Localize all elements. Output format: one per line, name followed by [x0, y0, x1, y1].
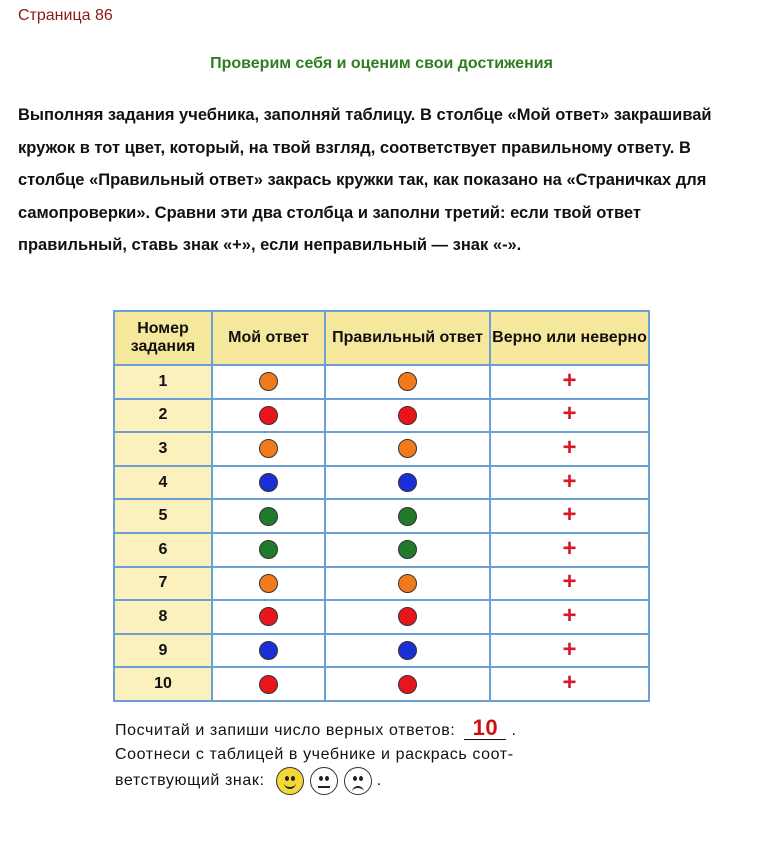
correct-answer-circle[interactable]	[398, 439, 417, 458]
result-cell	[490, 667, 649, 701]
my-answer-circle[interactable]	[259, 439, 278, 458]
task-number: 2	[114, 399, 212, 433]
task-number: 1	[114, 365, 212, 399]
correct-answer-circle[interactable]	[398, 675, 417, 694]
correct-answer-cell	[325, 667, 490, 701]
correct-answer-cell	[325, 466, 490, 500]
header-my-answer: Мой ответ	[212, 311, 325, 365]
header-correct-answer: Правильный ответ	[325, 311, 490, 365]
my-answer-cell	[212, 499, 325, 533]
result-cell	[490, 499, 649, 533]
table-row	[114, 533, 649, 567]
my-answer-cell	[212, 567, 325, 601]
task-number: 5	[114, 499, 212, 533]
my-answer-cell	[212, 533, 325, 567]
result-mark: +	[562, 669, 577, 697]
my-answer-circle[interactable]	[259, 540, 278, 559]
table-row	[114, 466, 649, 500]
my-answer-cell	[212, 466, 325, 500]
header-task-number: Номер задания	[114, 311, 212, 365]
table-row	[114, 600, 649, 634]
my-answer-circle[interactable]	[259, 473, 278, 492]
correct-answer-circle[interactable]	[398, 507, 417, 526]
result-mark: +	[562, 568, 577, 596]
happy-face-icon[interactable]	[276, 767, 304, 795]
my-answer-circle[interactable]	[259, 675, 278, 694]
result-cell	[490, 399, 649, 433]
result-cell	[490, 432, 649, 466]
result-mark: +	[562, 635, 577, 663]
my-answer-circle[interactable]	[259, 507, 278, 526]
my-answer-cell	[212, 365, 325, 399]
correct-answer-cell	[325, 567, 490, 601]
my-answer-circle[interactable]	[259, 607, 278, 626]
table-row	[114, 399, 649, 433]
result-cell	[490, 533, 649, 567]
table-body	[114, 365, 649, 701]
result-mark: +	[562, 400, 577, 428]
result-cell	[490, 466, 649, 500]
count-prompt: Посчитай и запиши число верных ответов:	[115, 722, 456, 739]
page-label: Страница 86	[18, 7, 113, 24]
correct-answer-cell	[325, 365, 490, 399]
result-mark: +	[562, 433, 577, 461]
result-cell	[490, 365, 649, 399]
correct-answer-circle[interactable]	[398, 372, 417, 391]
header-right-or-wrong: Верно или неверно	[490, 311, 649, 365]
result-cell	[490, 634, 649, 668]
correct-answer-cell	[325, 499, 490, 533]
faces-prompt: ветствующий знак:	[115, 772, 265, 790]
table-row	[114, 567, 649, 601]
correct-count-answer[interactable]: 10	[464, 717, 506, 740]
my-answer-cell	[212, 600, 325, 634]
table-row	[114, 667, 649, 701]
correct-answer-circle[interactable]	[398, 641, 417, 660]
table-header-row	[114, 311, 649, 365]
table-row	[114, 499, 649, 533]
result-mark: +	[562, 601, 577, 629]
count-period: .	[511, 722, 517, 739]
result-mark: +	[562, 366, 577, 394]
correct-answer-circle[interactable]	[398, 406, 417, 425]
task-number: 8	[114, 600, 212, 634]
page-heading: Проверим себя и оценим свои достижения	[210, 55, 553, 72]
my-answer-cell	[212, 399, 325, 433]
my-answer-circle[interactable]	[259, 406, 278, 425]
neutral-face-icon[interactable]	[310, 767, 338, 795]
task-number: 6	[114, 533, 212, 567]
task-number: 7	[114, 567, 212, 601]
my-answer-cell	[212, 432, 325, 466]
table-row	[114, 432, 649, 466]
task-number: 3	[114, 432, 212, 466]
faces-period: .	[376, 772, 382, 790]
result-mark: +	[562, 534, 577, 562]
correct-answer-circle[interactable]	[398, 607, 417, 626]
result-mark: +	[562, 501, 577, 529]
correct-answer-circle[interactable]	[398, 574, 417, 593]
summary-line-2: Соотнеси с таблицей в учебнике и раскрась соот-	[115, 746, 514, 763]
my-answer-cell	[212, 667, 325, 701]
table-row	[114, 365, 649, 399]
correct-answer-circle[interactable]	[398, 540, 417, 559]
correct-answer-cell	[325, 634, 490, 668]
faces-group	[276, 767, 372, 795]
correct-answer-circle[interactable]	[398, 473, 417, 492]
instructions-text: Выполняя задания учебника, заполняй таблицу. В столбце «Мой ответ» закрашивай кружок в тот цвет, который, на твой взгляд, соответствует правильному ответу. В столбце «Правильный ответ» закрась кружки так, как показано на «Страничках для самопроверки». Сравни эти два столбца и заполни третий: если твой ответ правильный, ставь знак «+», если неправильный — знак «-».	[18, 106, 712, 254]
result-cell	[490, 600, 649, 634]
task-number: 9	[114, 634, 212, 668]
task-number: 10	[114, 667, 212, 701]
table-row	[114, 634, 649, 668]
summary-line-1	[115, 717, 655, 743]
task-number: 4	[114, 466, 212, 500]
correct-answer-cell	[325, 432, 490, 466]
sad-face-icon[interactable]	[344, 767, 372, 795]
my-answer-cell	[212, 634, 325, 668]
my-answer-circle[interactable]	[259, 372, 278, 391]
result-mark: +	[562, 467, 577, 495]
correct-answer-cell	[325, 399, 490, 433]
summary-line-3	[115, 767, 655, 795]
correct-answer-cell	[325, 600, 490, 634]
my-answer-circle[interactable]	[259, 574, 278, 593]
result-cell	[490, 567, 649, 601]
correct-answer-cell	[325, 533, 490, 567]
self-check-table	[113, 310, 648, 702]
my-answer-circle[interactable]	[259, 641, 278, 660]
summary-block	[115, 717, 655, 795]
